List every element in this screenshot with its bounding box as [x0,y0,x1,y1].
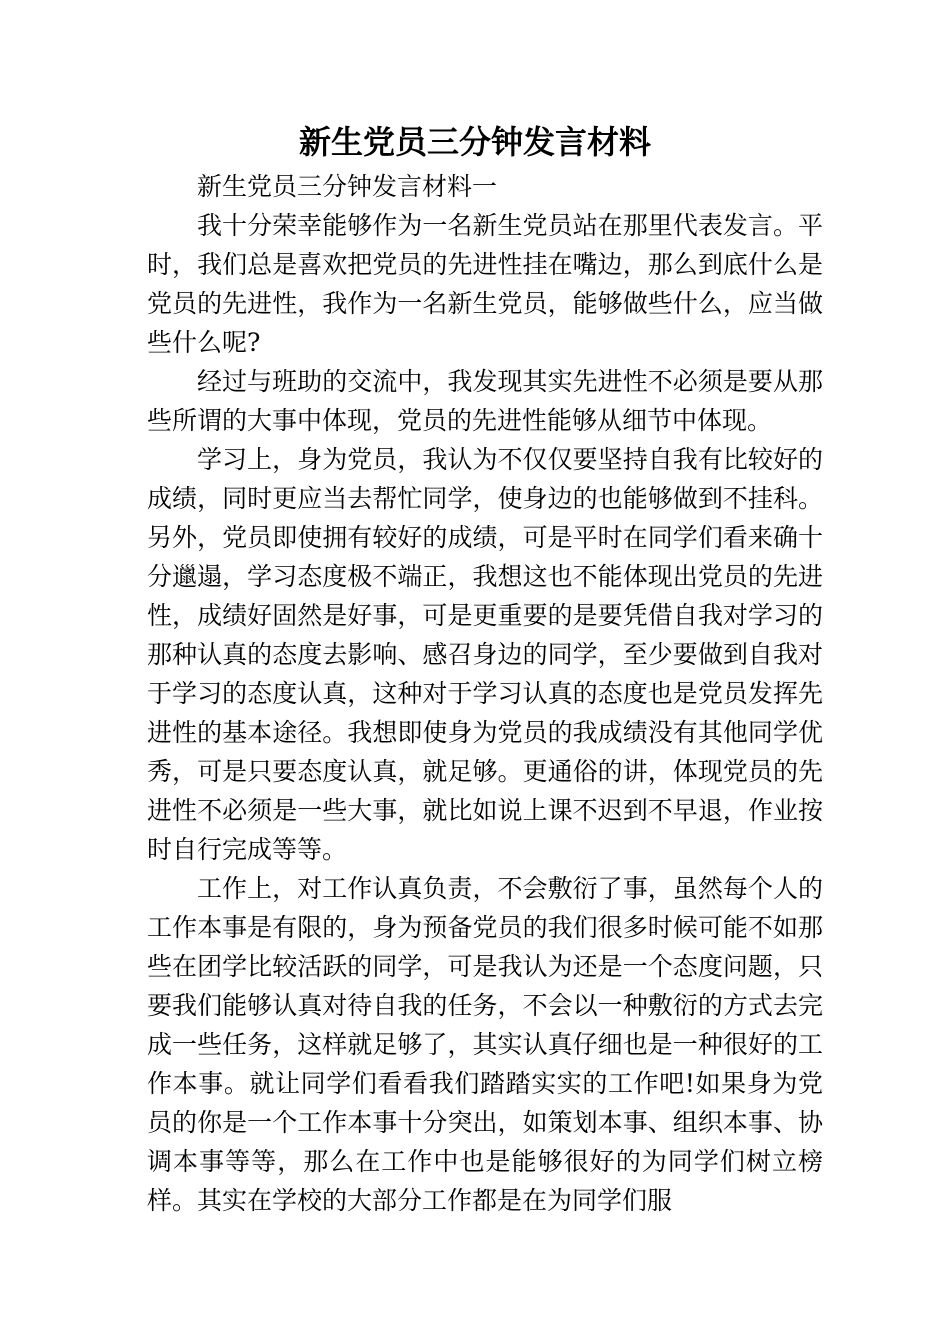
document-title: 新生党员三分钟发言材料 [298,123,651,161]
paragraph-work: 工作上，对工作认真负责，不会敷衍了事，虽然每个人的工作本事是有限的，身为预备党员的我们很多时候可能不如那些在团学比较活跃的同学，可是我认为还是一个态度问题，只要我们能够认真对待自我的任务，不会以一种敷衍的方式去完成一些任务，这样就足够了，其实认真仔细也是一种很好的工作本事。就让同学们看看我们踏踏实实的工作吧!如果身为党员的你是一个工作本事十分突出，如策划本事、组织本事、协调本事等等，那么在工作中也是能够很好的为同学们树立榜样。其实在学校的大部分工作都是在为同学们服 [147,874,823,1215]
paragraph-exchange: 经过与班助的交流中，我发现其实先进性不必须是要从那些所谓的大事中体现，党员的先进性能够从细节中体现。 [147,367,823,435]
paragraph-subtitle: 新生党员三分钟发言材料一 [197,172,498,201]
document-body [147,167,823,1220]
paragraph-intro: 我十分荣幸能够作为一名新生党员站在那里代表发言。平时，我们总是喜欢把党员的先进性挂在嘴边，那么到底什么是党员的先进性，我作为一名新生党员，能够做些什么，应当做些什么呢? [147,211,823,357]
paragraph-study: 学习上，身为党员，我认为不仅仅要坚持自我有比较好的成绩，同时更应当去帮忙同学，使身边的也能够做到不挂科。另外，党员即使拥有较好的成绩，可是平时在同学们看来确十分邋遢，学习态度极不端正，我想这也不能体现出党员的先进性，成绩好固然是好事，可是更重要的是要凭借自我对学习的那种认真的态度去影响、感召身边的同学，至少要做到自我对于学习的态度认真，这种对于学习认真的态度也是党员发挥先进性的基本途径。我想即使身为党员的我成绩没有其他同学优秀，可是只要态度认真，就足够。更通俗的讲，体现党员的先进性不必须是一些大事，就比如说上课不迟到不早退，作业按时自行完成等等。 [147,445,823,864]
